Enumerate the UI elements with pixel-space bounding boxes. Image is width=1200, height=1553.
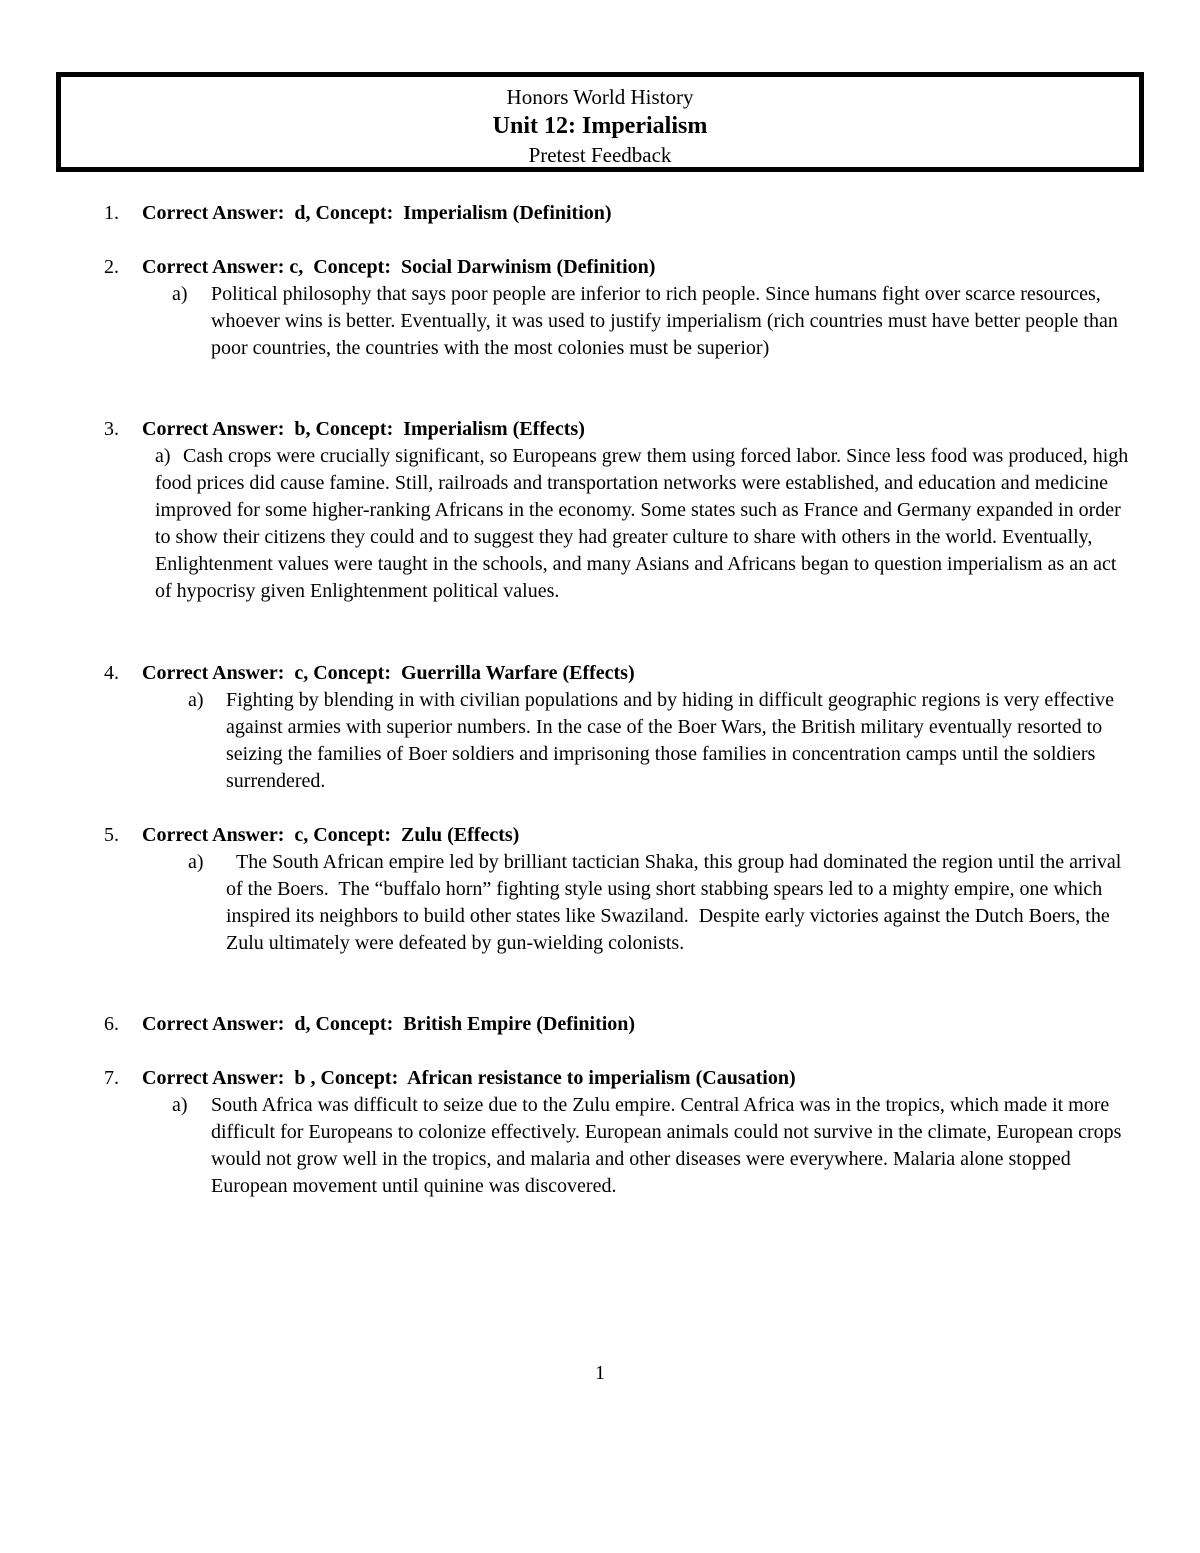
course-title: Honors World History bbox=[506, 85, 694, 109]
sub-item-text: Fighting by blending in with civilian populations and by hiding in difficult geographic regions is very effective against armies with superior numbers. In the case of the Boer Wars, the British military eventually resorted to seizing the families of Boer soldiers and imprisoning those families in concentration camps until the soldiers surrendered. bbox=[226, 689, 1114, 792]
item-number: 3. bbox=[104, 418, 119, 440]
item-heading: Correct Answer: c, Concept: Social Darwinism (Definition) bbox=[142, 256, 656, 278]
item-number: 5. bbox=[104, 824, 119, 846]
sub-item-letter: a) bbox=[188, 689, 204, 711]
sub-item-letter: a) bbox=[155, 445, 171, 467]
sub-item-text: Cash crops were crucially significant, so Europeans grew them using forced labor. Since less food was produced, high food prices did cause famine. Still, railroads and transportation networks were established, and education and medicine improved for some higher-ranking Africans in the economy. Some states such as France and Germany expanded in order to show their citizens they could and to suggest they had greater culture to share with others in the world. Eventually, Enlightenment values were taught in the schools, and many Asians and Africans began to question imperialism as an act of hypocrisy given Enlightenment political values. bbox=[155, 445, 1129, 602]
item-heading: Correct Answer: d, Concept: British Empire (Definition) bbox=[142, 1013, 636, 1035]
item-heading: Correct Answer: c, Concept: Guerrilla Warfare (Effects) bbox=[142, 662, 635, 684]
document-subtitle: Pretest Feedback bbox=[528, 143, 672, 167]
sub-item-text: The South African empire led by brilliant tactician Shaka, this group had dominated the region until the arrival of the Boers. The “buffalo horn” fighting style using short stabbing spears led to a mighty empire, one which inspired its neighbors to build other states like Swaziland. Despite early victories against the Dutch Boers, the Zulu ultimately were defeated by gun-wielding colonists. bbox=[226, 851, 1127, 954]
item-heading: Correct Answer: c, Concept: Zulu (Effects) bbox=[142, 824, 520, 846]
item-number: 1. bbox=[104, 202, 119, 224]
header-box bbox=[56, 72, 1144, 172]
sub-item-letter: a) bbox=[188, 851, 204, 873]
sub-item-text: South Africa was difficult to seize due to the Zulu empire. Central Africa was in the tropics, which made it more difficult for Europeans to colonize effectively. European animals could not survive in the climate, European crops would not grow well in the tropics, and malaria and other diseases were everywhere. Malaria alone stopped European movement until quinine was discovered. bbox=[211, 1094, 1122, 1197]
page-number: 1 bbox=[595, 1362, 605, 1384]
item-number: 4. bbox=[104, 662, 119, 684]
item-heading: Correct Answer: b , Concept: African resistance to imperialism (Causation) bbox=[142, 1067, 796, 1089]
item-heading: Correct Answer: b, Concept: Imperialism (Effects) bbox=[142, 418, 585, 440]
item-number: 6. bbox=[104, 1013, 119, 1035]
item-number: 7. bbox=[104, 1067, 119, 1089]
sub-item-letter: a) bbox=[172, 1094, 188, 1116]
item-number: 2. bbox=[104, 256, 119, 278]
sub-item-text: Political philosophy that says poor people are inferior to rich people. Since humans fight over scarce resources, whoever wins is better. Eventually, it was used to justify imperialism (rich countries must have better people than poor countries, the countries with the most colonies must be superior) bbox=[211, 283, 1118, 359]
unit-title: Unit 12: Imperialism bbox=[492, 113, 708, 139]
item-heading: Correct Answer: d, Concept: Imperialism (Definition) bbox=[142, 202, 612, 224]
sub-item-letter: a) bbox=[172, 283, 188, 305]
